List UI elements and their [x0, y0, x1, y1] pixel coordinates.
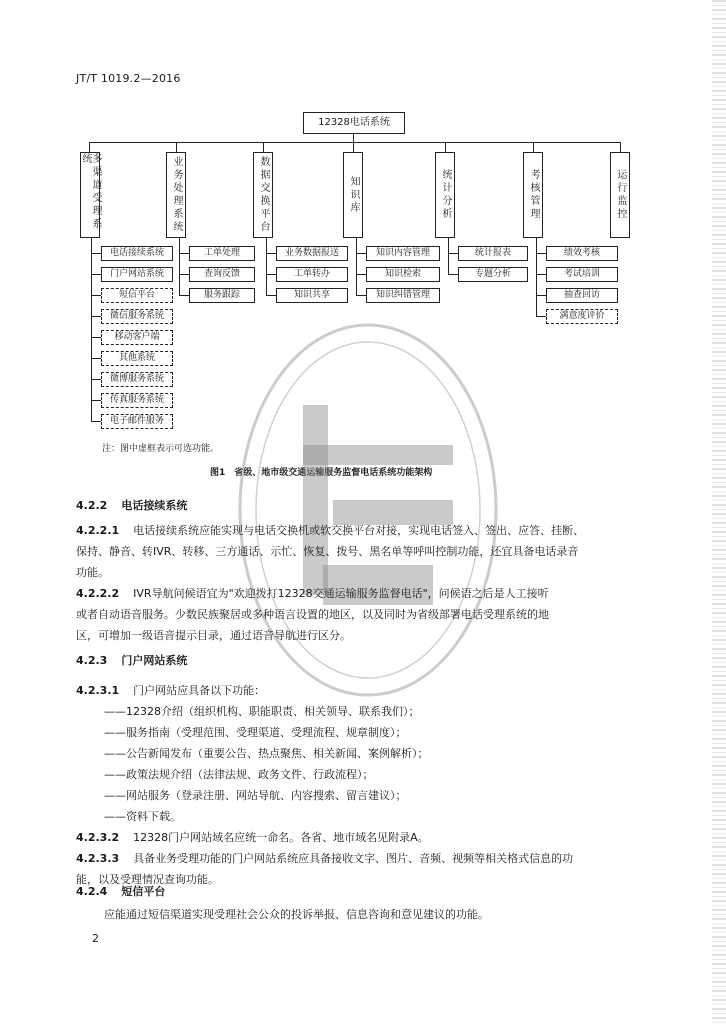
item-wechat: 微信服务系统: [101, 309, 173, 324]
column-multichannel: 多渠道受理系统: [80, 152, 100, 238]
paragraph-line: 能，以及受理情况查询功能。: [76, 873, 219, 886]
paragraph-4-2-2-2: [76, 583, 642, 646]
paragraph-4-2-4: 应能通过短信渠道实现受理社会公众的投诉举报、信息咨询和意见建议的功能。: [104, 908, 489, 921]
section-title: 门户网站系统: [121, 654, 188, 667]
section-number: 4.2.3: [76, 654, 108, 667]
column-data-exchange: 数据交换平台: [253, 152, 273, 238]
diagram-note: 注：图中虚框表示可选功能。: [102, 444, 220, 454]
list-item: ——政策法规介绍（法律法规、政务文件、行政流程）；: [104, 768, 374, 781]
item-service-tracking: 服务跟踪: [189, 288, 255, 303]
item-sms: 短信平台: [101, 288, 173, 303]
clause-number: 4.2.2.1: [76, 524, 120, 537]
clause-number: 4.2.3.3: [76, 852, 120, 865]
clause-number: 4.2.3.2: [76, 831, 120, 844]
column-assessment: 考核管理: [523, 152, 543, 238]
page-number: 2: [92, 932, 99, 945]
list-item: ——12328介绍（组织机构、职能职责、相关领导、联系我们）；: [104, 705, 420, 718]
column-business-processing: 业务处理系统: [166, 152, 186, 238]
paragraph-line: 区，可增加一级语音提示目录，通过语音导航进行区分。: [76, 629, 351, 642]
list-item: ——资料下载。: [104, 810, 181, 823]
section-heading-4-2-2: [76, 497, 187, 513]
section-number: 4.2.2: [76, 499, 108, 512]
item-other: 其他系统: [101, 351, 173, 366]
paragraph-text: 12328门户网站域名应统一命名。各省、地市域名见附录A。: [133, 831, 429, 844]
certification-stamp-watermark: [228, 315, 508, 705]
item-query-feedback: 查询反馈: [189, 267, 255, 282]
item-spot-check: 抽查回访: [546, 288, 618, 303]
paragraph-line: 电话接续系统应能实现与电话交换机或软交换平台对接，实现电话签入、签出、应答、挂断、: [133, 524, 585, 537]
item-satisfaction: 满意度评价: [546, 309, 618, 324]
item-weibo: 微博服务系统: [101, 372, 173, 387]
item-portal: 门户网站系统: [101, 267, 173, 282]
item-knowledge-correction: 知识纠错管理: [366, 288, 440, 303]
list-item: ——公告新闻发布（重要公告、热点聚焦、相关新闻、案例解析）；: [104, 747, 429, 760]
list-item: ——网站服务（登录注册、网站导航、内容搜索、留言建议）；: [104, 789, 407, 802]
column-statistics: 统计分析: [435, 152, 455, 238]
item-data-reporting: 业务数据报送: [276, 246, 348, 261]
paragraph-line: 具备业务受理功能的门户网站系统应具备接收文字、图片、音频、视频等相关格式信息的功: [133, 852, 574, 865]
section-heading-4-2-4: [76, 883, 165, 899]
item-knowledge-search: 知识检索: [366, 267, 440, 282]
column-knowledge-base: 知识库: [343, 152, 363, 238]
item-fax: 传真服务系统: [101, 393, 173, 408]
list-item: ——服务指南（受理范围、受理渠道、受理流程、规章制度）；: [104, 726, 407, 739]
clause-number: 4.2.2.2: [76, 587, 120, 600]
paragraph-4-2-3-1: [76, 682, 265, 698]
section-title: 短信平台: [121, 885, 166, 898]
item-knowledge-sharing: 知识共享: [276, 288, 348, 303]
item-phone-connect: 电话接续系统: [101, 246, 173, 261]
section-number: 4.2.4: [76, 885, 108, 898]
paragraph-4-2-3-2: [76, 829, 429, 845]
item-performance: 绩效考核: [546, 246, 618, 261]
column-operation-monitoring: 运行监控: [610, 152, 630, 238]
clause-number: 4.2.3.1: [76, 684, 120, 697]
item-exam-training: 考试培训: [546, 267, 618, 282]
standard-code-header: JT/T 1019.2—2016: [76, 72, 181, 85]
item-ticket-transfer: 工单转办: [276, 267, 348, 282]
scan-edge-noise: [712, 0, 726, 1024]
figure-caption: 图1 省级、地市级交通运输服务监督电话系统功能架构: [210, 468, 433, 478]
section-title: 电话接续系统: [121, 499, 188, 512]
paragraph-line: 或者自动语音服务。少数民族聚居或多种语言设置的地区，以及同时为省级部署电话受理系统的地: [76, 608, 549, 621]
paragraph-line: 功能。: [76, 566, 109, 579]
item-ticket-processing: 工单处理: [189, 246, 255, 261]
paragraph-4-2-2-1: [76, 520, 642, 583]
item-stat-reports: 统计报表: [458, 246, 528, 261]
paragraph-line: 保持、静音、转IVR、转移、三方通话、示忙、恢复、拨号、黑名单等呼叫控制功能，还宜具备电话录音: [76, 545, 579, 558]
paragraph-line: IVR导航问候语宜为"欢迎拨打12328交通运输服务监督电话"，问候语之后是人工接听: [133, 587, 549, 600]
item-mobile-client: 移动客户端: [101, 330, 173, 345]
paragraph-text: 门户网站应具备以下功能：: [133, 684, 266, 697]
item-email: 电子邮件服务: [101, 414, 173, 429]
diagram-root-node: 12328电话系统: [303, 112, 405, 134]
section-heading-4-2-3: [76, 652, 187, 668]
item-knowledge-content: 知识内容管理: [366, 246, 440, 261]
item-topic-analysis: 专题分析: [458, 267, 528, 282]
